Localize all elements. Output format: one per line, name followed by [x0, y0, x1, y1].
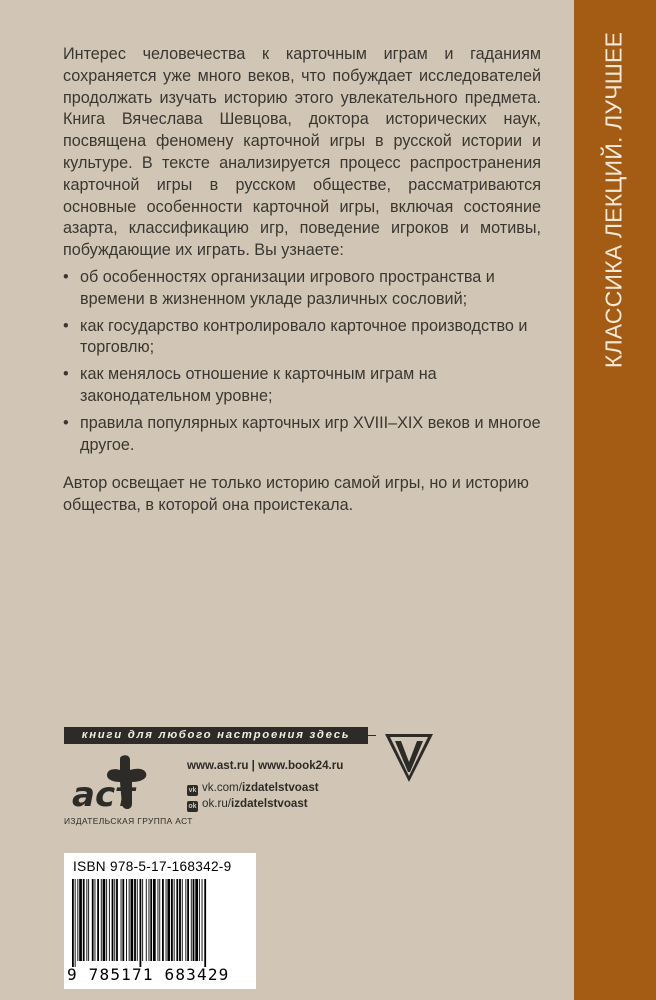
barcode-bar — [134, 879, 136, 961]
barcode-bar — [114, 879, 115, 961]
barcode-bar — [159, 879, 160, 961]
barcode-bar — [83, 879, 85, 961]
barcode-bar — [75, 879, 76, 967]
barcode-bar — [95, 879, 96, 961]
barcode-bar — [195, 879, 198, 961]
feature-list — [63, 267, 541, 456]
strip-divider — [368, 735, 376, 736]
barcode-bar — [109, 879, 110, 961]
barcode-bar — [176, 879, 178, 961]
barcode-bars — [72, 879, 248, 969]
barcode-bar — [187, 879, 189, 961]
barcode-bar — [92, 879, 94, 961]
barcode-bar — [171, 879, 173, 961]
barcode-bar — [182, 879, 183, 961]
barcode-bar — [158, 879, 159, 961]
list-item: • об особенностях организации игрового пространства и времени в жизненном укладе различных сословий; — [63, 267, 541, 311]
tagline-strip: книги для любого настроения здесь — [64, 727, 368, 744]
barcode-bar — [79, 879, 82, 961]
logo-text: аст — [72, 775, 135, 815]
barcode-bar — [72, 879, 74, 967]
barcode-bar — [191, 879, 192, 961]
description-block — [63, 44, 541, 517]
isbn-barcode — [64, 853, 256, 989]
barcode-bar — [166, 879, 167, 961]
barcode-bar — [103, 879, 106, 961]
barcode-bar — [106, 879, 107, 961]
barcode-bar — [116, 879, 118, 961]
series-title: КЛАССИКА ЛЕКЦИЙ. ЛУЧШЕЕ — [600, 31, 627, 369]
barcode-bar — [179, 879, 181, 961]
barcode-bar — [126, 879, 127, 961]
barcode-bar — [77, 879, 78, 961]
barcode-bar — [199, 879, 200, 961]
v-triangle-logo-icon — [383, 732, 435, 784]
vk-link[interactable] — [187, 781, 319, 796]
list-item: • правила популярных карточных игр XVIII–XIX веков и многое другое. — [63, 413, 541, 457]
barcode-bar — [86, 879, 87, 961]
list-item: • как менялось отношение к карточным играм на законодательном уровне; — [63, 364, 541, 408]
description-intro: Интерес человечества к карточным играм и гаданиям сохраняется уже много веков, что побуждает исследователей продолжать изучать историю этого увлекательного предмета. Книга Вячеслава Шевцова, доктора исторических наук, посвящена феномену карточной игры в русской истории и культуре. В тексте анализируется процесс распространения карточной игры в русском обществе, рассматриваются основные особенности карточной игры, включая состояние азарта, классификацию игр, поведение игроков и мотивы, побуждающие их играть. Вы узнаете: — [63, 45, 541, 260]
ok-link[interactable] — [187, 797, 308, 812]
vk-icon: vk — [188, 787, 197, 794]
barcode-bar — [150, 879, 152, 961]
barcode-bar — [88, 879, 89, 961]
publisher-group-label: ИЗДАТЕЛЬСКАЯ ГРУППА АСТ — [64, 816, 193, 826]
isbn-label: ISBN 978-5-17-168342-9 — [73, 859, 232, 874]
barcode-bar — [97, 879, 99, 961]
barcode-bar — [153, 879, 156, 961]
barcode-bar — [162, 879, 164, 961]
barcode-bar — [112, 879, 114, 961]
barcode-bar — [129, 879, 130, 961]
barcode-bar — [142, 879, 143, 961]
vk-handle: izdatelstvoast — [241, 781, 319, 794]
barcode-bar — [122, 879, 124, 961]
ok-icon: ok — [188, 803, 197, 810]
vk-prefix: vk.com/ — [202, 781, 242, 794]
web-links[interactable]: www.ast.ru | www.book24.ru — [187, 759, 344, 772]
barcode-bar — [185, 879, 186, 961]
barcode-bar — [167, 879, 170, 961]
barcode-bar — [146, 879, 147, 961]
barcode-bar — [149, 879, 150, 961]
ok-handle: izdatelstvoast — [231, 797, 308, 810]
barcode-bar — [131, 879, 134, 961]
barcode-bar — [202, 879, 203, 961]
ok-prefix: ok.ru/ — [202, 797, 231, 810]
barcode-bar — [137, 879, 138, 961]
barcode-bar — [101, 879, 102, 961]
barcode-digits: 9 785171 683429 — [67, 965, 230, 984]
barcode-bar — [204, 879, 206, 967]
barcode-bar — [121, 879, 122, 961]
barcode-bar — [140, 879, 142, 967]
barcode-bar — [193, 879, 195, 961]
barcode-bar — [174, 879, 175, 961]
description-closing: Автор освещает не только историю самой игры, но и историю общества, в которой она проистекала. — [63, 474, 529, 515]
list-item: • как государство контролировало карточное производство и торговлю; — [63, 316, 541, 360]
